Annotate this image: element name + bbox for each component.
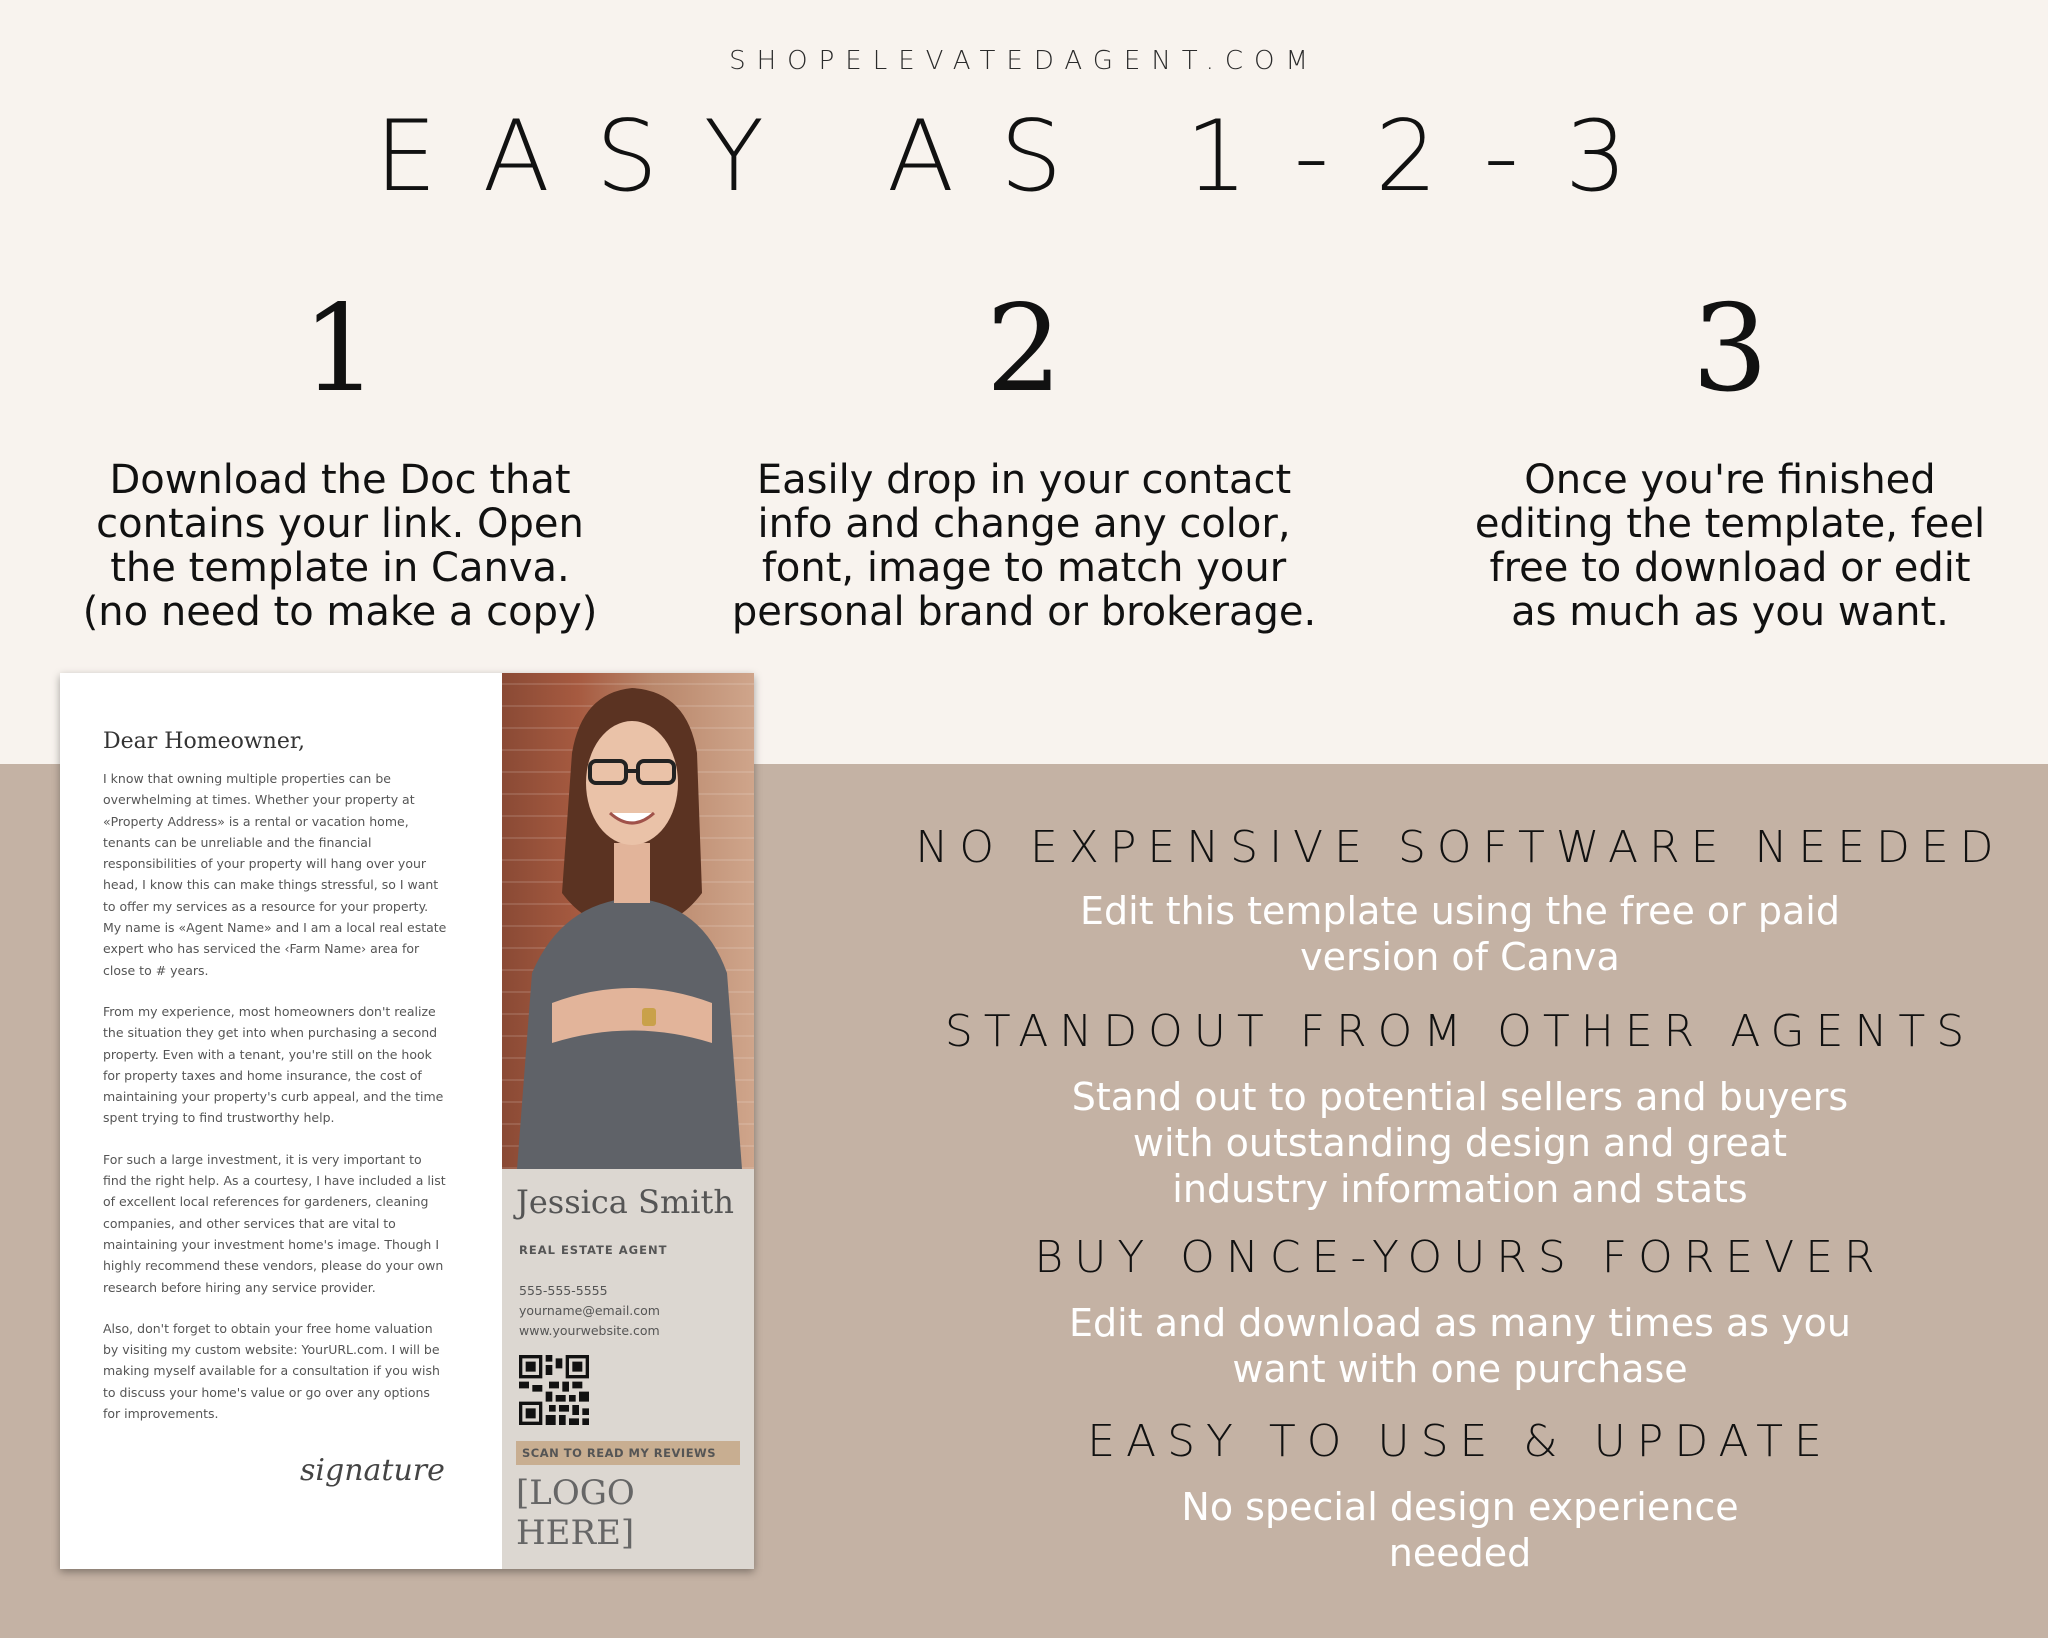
site-url: SHOPELEVATEDAGENT.COM (729, 46, 1319, 76)
feature-heading: STANDOUT FROM OTHER AGENTS (944, 1006, 1976, 1057)
qr-code-icon (519, 1355, 589, 1425)
step-number: 2 (985, 280, 1063, 419)
letter-greeting: Dear Homeowner, (103, 729, 305, 754)
scan-reviews-label: SCAN TO READ MY REVIEWS (516, 1441, 740, 1465)
step-description: Download the Doc that contains your link. Open the template in Canva. (no need to make a copy) (82, 457, 598, 635)
signature: signature (300, 1453, 445, 1488)
agent-photo (502, 673, 754, 1169)
logo-placeholder: [LOGO HERE] (516, 1473, 635, 1553)
step-number: 3 (1691, 280, 1769, 419)
step-2 (684, 280, 1364, 635)
feature-description: Edit and download as many times as you want with one purchase (1069, 1301, 1851, 1391)
step-3 (1390, 280, 2048, 635)
feature-heading: EASY TO USE & UPDATE (1087, 1416, 1833, 1467)
letter-template-preview (60, 673, 754, 1569)
step-1 (0, 280, 680, 635)
step-description: Easily drop in your contact info and change any color, font, image to match your personal brand or brokerage. (731, 457, 1317, 635)
feature-description: No special design experience needed (1181, 1485, 1739, 1575)
agent-website: www.yourwebsite.com (519, 1323, 660, 1338)
letter-paragraph: For such a large investment, it is very important to find the right help. As a courtesy, I have included a list of excellent local references for gardeners, cleaning companies, and other services that are vital to maintaining your investment home's image. Though I highly recommend these vendors, please do your own research before hiring any service provider. (103, 1151, 446, 1295)
agent-name: Jessica Smith (516, 1183, 734, 1221)
step-number: 1 (301, 280, 379, 419)
step-description: Once you're finished editing the template, feel free to download or edit as much as you want. (1474, 457, 1986, 635)
agent-info-panel (502, 1169, 754, 1569)
letter-body (103, 729, 483, 1444)
agent-phone: 555-555-5555 (519, 1283, 608, 1298)
page-title: EASY AS 1-2-3 (374, 100, 1674, 214)
feature-heading: BUY ONCE-YOURS FOREVER (1034, 1232, 1886, 1283)
letter-paragraph: From my experience, most homeowners don't realize the situation they get into when purchasing a second property. Even with a tenant, you're still on the hook for property taxes and home insurance, the cost of maintaining your property's curb appeal, and the time spent trying to find trustworthy help. (103, 1003, 444, 1126)
agent-email: yourname@email.com (519, 1303, 660, 1318)
feature-description: Edit this template using the free or paid version of Canva (1080, 889, 1840, 979)
agent-title: REAL ESTATE AGENT (519, 1243, 668, 1257)
letter-paragraph: Also, don't forget to obtain your free home valuation by visiting my custom website: YourURL.com. I will be making myself available for a consultation if you wish to discuss your home's value or go over any options for improvements. (103, 1320, 440, 1422)
feature-heading: NO EXPENSIVE SOFTWARE NEEDED (915, 822, 2005, 873)
letter-paragraph: I know that owning multiple properties can be overwhelming at times. Whether your property at «Property Address» is a rental or vacation home, tenants can be unreliable and the financial responsibilities of your property will hang over your head, I know this can make things stressful, so I want to offer my services as a resource for your property. My name is «Agent Name» and I am a local real estate expert who has serviced the ‹Farm Name› area for close to # years. (103, 771, 447, 978)
feature-description: Stand out to potential sellers and buyers with outstanding design and great industry information and stats (1071, 1075, 1849, 1211)
